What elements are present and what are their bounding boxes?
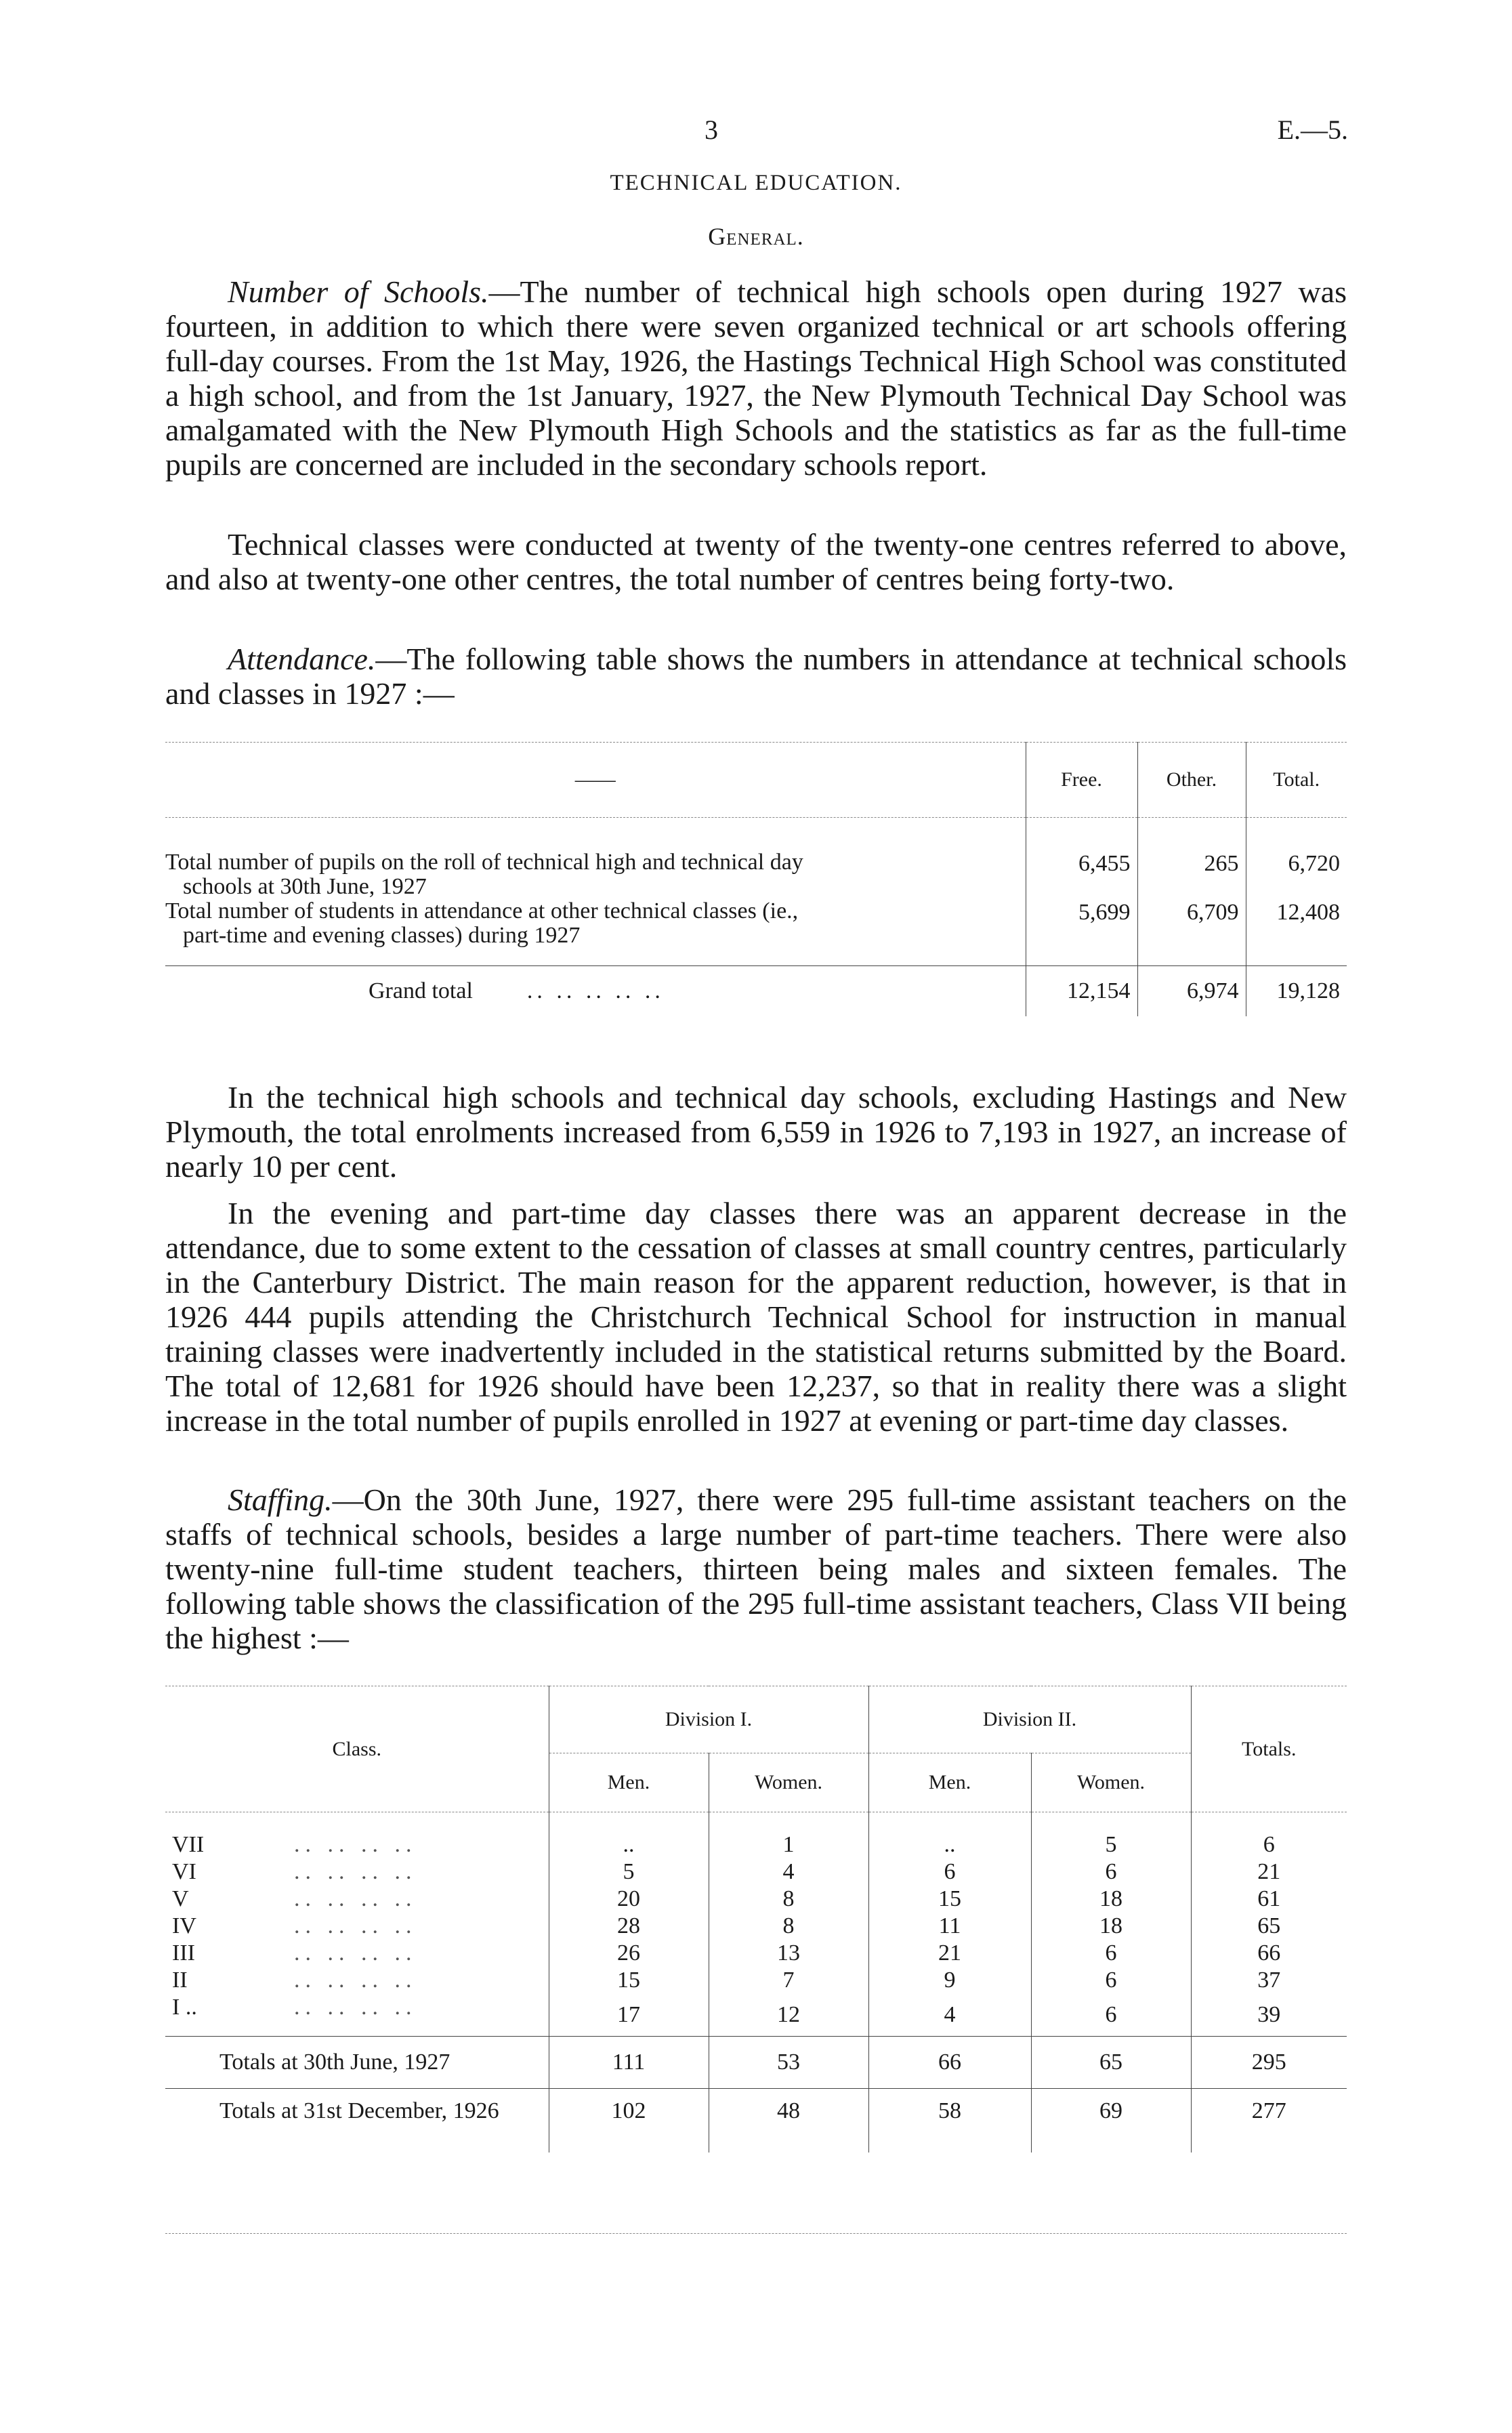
cell-total: 6,720	[1246, 818, 1347, 900]
table-row	[165, 1913, 1347, 1940]
leader-dots: .. .. .. ..	[294, 1940, 417, 1966]
leader-dots: .. .. .. ..	[294, 1886, 417, 1911]
header-division-1: Division I.	[549, 1686, 868, 1753]
cell-div2-men: 6	[868, 1858, 1031, 1886]
class-label: VI	[172, 1859, 196, 1884]
class-label: III	[172, 1940, 195, 1966]
cell-totals: 65	[1191, 1913, 1347, 1940]
table-row	[165, 1994, 1347, 2037]
cell-totals: 6	[1191, 1812, 1347, 1859]
paragraph-staffing	[165, 1482, 1347, 1655]
cell-class	[165, 1913, 549, 1940]
cell-div1-men: 17	[549, 1994, 709, 2037]
class-label: II	[172, 1968, 188, 1993]
paragraph-number-of-schools	[165, 274, 1347, 482]
leader-dots: .. .. .. ..	[294, 1913, 417, 1938]
cell-totals: 295	[1191, 2037, 1347, 2089]
header-free: Free.	[1026, 743, 1137, 818]
paragraph-attendance	[165, 642, 1347, 711]
staff-header-row-1	[165, 1686, 1347, 1753]
cell-class	[165, 1886, 549, 1913]
row-label-line-2: schools at 30th June, 1927	[183, 874, 427, 899]
subsection-title: General.	[708, 223, 804, 250]
cell-div1-women: 1	[709, 1812, 868, 1859]
cell-div1-men: 20	[549, 1886, 709, 1913]
table-row	[165, 1940, 1347, 1967]
table-row	[165, 1967, 1347, 1994]
cell-class	[165, 1940, 549, 1967]
paragraph-body: In the technical high schools and technical day schools, excluding Hastings and New Plymouth, the total enrolments increased from 6,559 in 1926 to 7,193 in 1927, an increase of nearly 10 per cent.	[165, 1080, 1347, 1184]
header-totals: Totals.	[1191, 1686, 1347, 1812]
cell-class	[165, 1967, 549, 1994]
cell-other: 6,709	[1137, 899, 1246, 966]
cell-div1-men: ..	[549, 1812, 709, 1859]
paragraph-evening-classes	[165, 1196, 1347, 1438]
cell-div1-women: 53	[709, 2037, 868, 2089]
cell-div2-men: 11	[868, 1913, 1031, 1940]
cell-div1-men: 102	[549, 2089, 709, 2153]
row-label-line-1: Total number of pupils on the roll of technical high and technical day	[165, 850, 803, 875]
cell-class	[165, 1812, 549, 1859]
staff-classification-table	[165, 1686, 1347, 2153]
totals-row-1926	[165, 2089, 1347, 2153]
cell-free: 12,154	[1026, 966, 1137, 1017]
cell-div2-men: ..	[868, 1812, 1031, 1859]
paragraph-lead: Staffing.	[228, 1482, 333, 1517]
cell-div1-women: 7	[709, 1967, 868, 1994]
header-div2-men: Men.	[868, 1753, 1031, 1812]
cell-totals: 61	[1191, 1886, 1347, 1913]
totals-label: Totals at 30th June, 1927	[165, 2037, 549, 2089]
cell-div2-men: 21	[868, 1940, 1031, 1967]
cell-div2-men: 15	[868, 1886, 1031, 1913]
header-blank: ——	[165, 743, 1026, 818]
cell-totals: 66	[1191, 1940, 1347, 1967]
cell-div2-women: 5	[1031, 1812, 1191, 1859]
cell-totals: 37	[1191, 1967, 1347, 1994]
cell-div1-men: 5	[549, 1858, 709, 1886]
cell-div1-women: 8	[709, 1913, 868, 1940]
cell-totals: 277	[1191, 2089, 1347, 2153]
leader-dots: .. .. .. ..	[294, 1968, 417, 1993]
leader-dots: .. .. .. .. ..	[526, 978, 665, 1003]
cell-other: 265	[1137, 818, 1246, 900]
cell-div2-women: 6	[1031, 1858, 1191, 1886]
grand-total-row	[165, 966, 1347, 1017]
page-number: 3	[705, 115, 718, 145]
paragraph-technical-classes	[165, 527, 1347, 596]
cell-div1-women: 4	[709, 1858, 868, 1886]
cell-div2-women: 6	[1031, 1967, 1191, 1994]
cell-totals: 21	[1191, 1858, 1347, 1886]
cell-div2-men: 4	[868, 1994, 1031, 2037]
cell-div1-men: 111	[549, 2037, 709, 2089]
cell-total: 12,408	[1246, 899, 1347, 966]
class-label: I ..	[172, 1995, 197, 2020]
cell-div2-women: 18	[1031, 1886, 1191, 1913]
cell-div1-men: 28	[549, 1913, 709, 1940]
leader-dots: .. .. .. ..	[294, 1832, 417, 1857]
header-div1-men: Men.	[549, 1753, 709, 1812]
cell-total: 19,128	[1246, 966, 1347, 1017]
cell-div1-men: 26	[549, 1940, 709, 1967]
cell-div1-women: 12	[709, 1994, 868, 2037]
cell-div2-women: 65	[1031, 2037, 1191, 2089]
class-label: IV	[172, 1913, 196, 1938]
cell-div2-men: 9	[868, 1967, 1031, 1994]
row-label	[165, 818, 1026, 900]
table-row	[165, 818, 1347, 900]
row-label-line-1: Total number of students in attendance at other technical classes (ie.,	[165, 898, 799, 923]
attendance-header-row	[165, 743, 1347, 818]
cell-div2-women: 69	[1031, 2089, 1191, 2153]
paragraph-enrolments	[165, 1080, 1347, 1184]
header-other: Other.	[1137, 743, 1246, 818]
cell-div2-women: 18	[1031, 1913, 1191, 1940]
cell-class	[165, 1994, 549, 2037]
header-div1-women: Women.	[709, 1753, 868, 1812]
header-class: Class.	[165, 1686, 549, 1812]
cell-div1-women: 8	[709, 1886, 868, 1913]
leader-dots: .. .. .. ..	[294, 1995, 417, 2020]
cell-totals: 39	[1191, 1994, 1347, 2037]
cell-div1-women: 48	[709, 2089, 868, 2153]
paragraph-body: Technical classes were conducted at twenty of the twenty-one centres referred to above, and also at twenty-one other centres, the total number of centres being forty-two.	[165, 527, 1347, 596]
cell-class	[165, 1858, 549, 1886]
totals-row-1927	[165, 2037, 1347, 2089]
cell-div1-men: 15	[549, 1967, 709, 1994]
header-total: Total.	[1246, 743, 1347, 818]
cell-div2-men: 58	[868, 2089, 1031, 2153]
table-row	[165, 1886, 1347, 1913]
row-label	[165, 899, 1026, 966]
paragraph-body: —The number of technical high schools open during 1927 was fourteen, in addition to which there were seven organized technical or art schools offering full-day courses. From the 1st May, 1926, the Hastings Technical High School was constituted a high school, and from the 1st January, 1927, the New Plymouth Technical Day School was amalgamated with the New Plymouth High Schools and the statistics as far as the full-time pupils are concerned are included in the secondary schools report.	[165, 274, 1347, 482]
header-division-2: Division II.	[868, 1686, 1191, 1753]
class-label: V	[172, 1886, 189, 1911]
class-label: VII	[172, 1832, 205, 1857]
section-title: TECHNICAL EDUCATION.	[610, 171, 902, 195]
paragraph-lead: Attendance.	[228, 642, 376, 676]
table-row	[165, 1858, 1347, 1886]
cell-div1-women: 13	[709, 1940, 868, 1967]
grand-total-text: Grand total	[369, 978, 473, 1003]
cell-div2-women: 6	[1031, 1940, 1191, 1967]
paragraph-body: In the evening and part-time day classes there was an apparent decrease in the attendance, due to some extent to the cessation of classes at small country centres, particularly in the Canterbury District. The main reason for the apparent reduction, however, is that in 1926 444 pupils attending the Christchurch Technical School for instruction in manual training classes were inadvertently included in the statistical returns submitted by the Board. The total of 12,681 for 1926 should have been 12,237, so that in reality there was a slight increase in the total number of pupils enrolled in 1927 at evening or part-time day classes.	[165, 1196, 1347, 1438]
table-row	[165, 899, 1347, 966]
cell-free: 6,455	[1026, 818, 1137, 900]
row-label-line-2: part-time and evening classes) during 1927	[183, 923, 581, 948]
paragraph-body: —On the 30th June, 1927, there were 295 full-time assistant teachers on the staffs of technical schools, besides a large number of part-time teachers. There were also twenty-nine full-time student teachers, thirteen being males and sixteen females. The following table shows the classification of the 295 full-time assistant teachers, Class VII being the highest :—	[165, 1482, 1347, 1655]
leader-dots: .. .. .. ..	[294, 1859, 417, 1884]
document-reference: E.—5.	[1277, 115, 1348, 145]
cell-other: 6,974	[1137, 966, 1246, 1017]
totals-label: Totals at 31st December, 1926	[165, 2089, 549, 2153]
paragraph-body: —The following table shows the numbers in attendance at technical schools and classes in 1927 :—	[165, 642, 1347, 711]
grand-total-label	[165, 966, 1026, 1017]
attendance-table	[165, 742, 1347, 1016]
paragraph-lead: Number of Schools.	[228, 274, 489, 309]
cell-free: 5,699	[1026, 899, 1137, 966]
cell-div2-women: 6	[1031, 1994, 1191, 2037]
cell-div2-men: 66	[868, 2037, 1031, 2089]
table-bottom-rule	[165, 2233, 1347, 2234]
header-div2-women: Women.	[1031, 1753, 1191, 1812]
table-row	[165, 1812, 1347, 1859]
